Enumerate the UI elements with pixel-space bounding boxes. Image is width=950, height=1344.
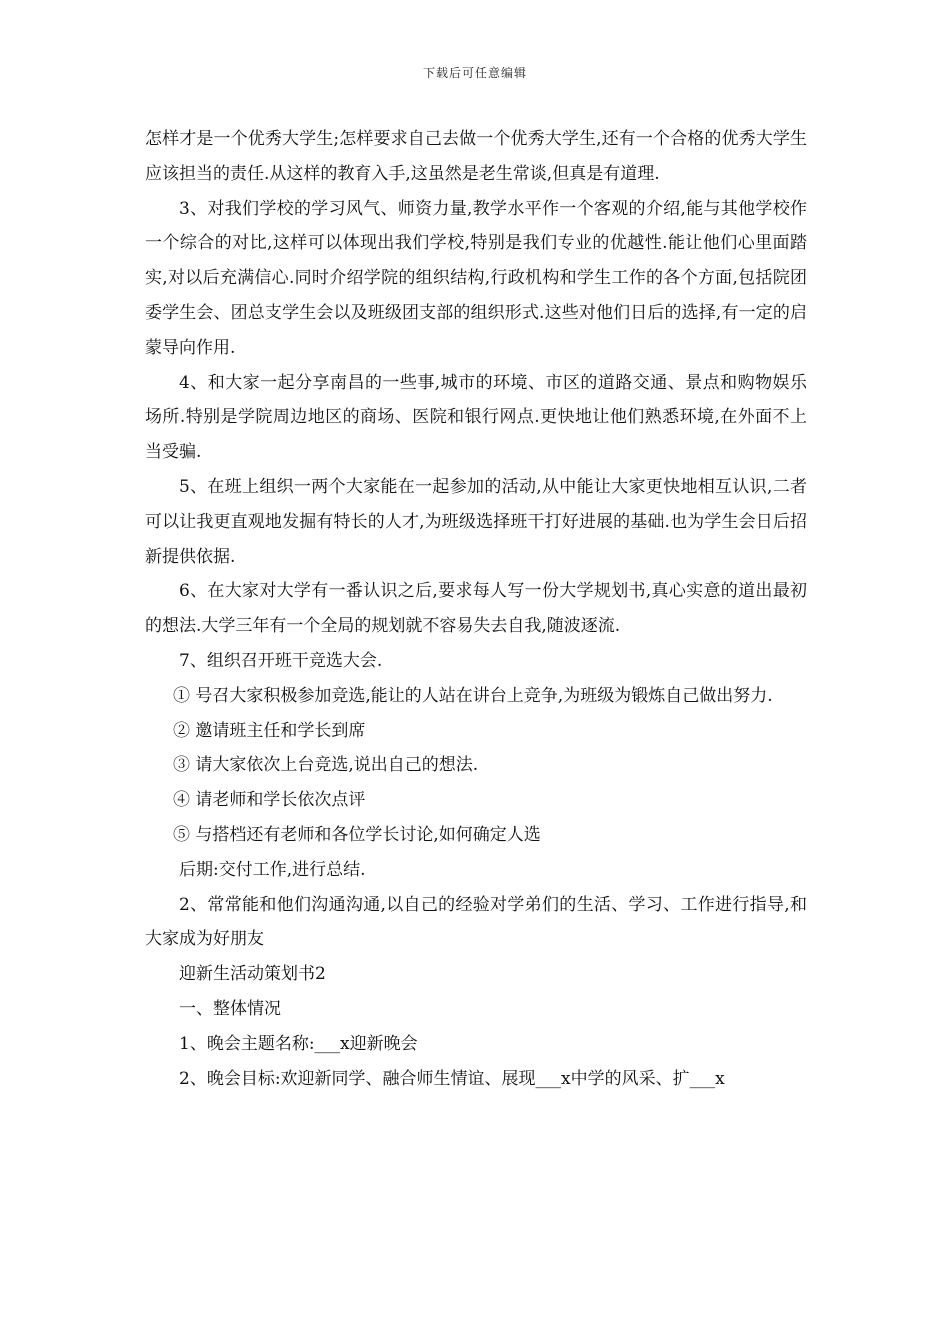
paragraph-item-6: 6、在大家对大学有一番认识之后,要求每人写一份大学规划书,真心实意的道出最初的想法.大学三年有一个全局的规划就不容易失去自我,随波逐流. <box>145 581 807 637</box>
sub-item-1: ① 号召大家积极参加竞选,能让的人站在讲台上竞争,为班级为锻炼自己做出努力. <box>173 685 773 706</box>
sub-item-2: ② 邀请班主任和学长到席 <box>173 720 366 741</box>
paragraph-item-7: 7、组织召开班干竞选大会. <box>179 650 383 671</box>
paragraph-item-4: 4、和大家一起分享南昌的一些事,城市的环境、市区的道路交通、景点和购物娱乐场所.特别是学院周边地区的商场、医院和银行网点.更快地让他们熟悉环境,在外面不上当受骗. <box>145 372 807 463</box>
paragraph-item-2-communicate: 2、常常能和他们沟通沟通,以自己的经验对学弟们的生活、学习、工作进行指导,和大家成为好朋友 <box>145 894 807 950</box>
paragraph-1: 怎样才是一个优秀大学生;怎样要求自己去做一个优秀大学生,还有一个合格的优秀大学生应该担当的责任.从这样的教育入手,这虽然是老生常谈,但真是有道理. <box>145 129 807 184</box>
gala-goal: 2、晚会目标:欢迎新同学、融合师生情谊、展现___x中学的风采、扩___x <box>179 1068 725 1089</box>
section-title: 迎新生活动策划书2 <box>179 964 326 985</box>
sub-item-4: ④ 请老师和学长依次点评 <box>173 790 366 811</box>
paragraph-item-3: 3、对我们学校的学习风气、师资力量,教学水平作一个客观的介绍,能与其他学校作一个综合的对比,这样可以体现出我们学校,特别是我们专业的优越性.能让他们心里面踏实,对以后充满信心.同时介绍学院的组织结构,行政机构和学生工作的各个方面,包括院团委学生会、团总支学生会以及班级团支部的组织形式.这些对他们日后的选择,有一定的启蒙导向作用. <box>145 198 807 358</box>
document-body <box>145 122 807 1096</box>
sub-item-3: ③ 请大家依次上台竞选,说出自己的想法. <box>173 755 479 776</box>
paragraph-item-5: 5、在班上组织一两个大家能在一起参加的活动,从中能让大家更快地相互认识,二者可以让我更直观地发掘有特长的人才,为班级选择班干打好进展的基础.也为学生会日后招新提供依据. <box>145 476 807 567</box>
page-header: 下载后可任意编辑 <box>422 66 527 80</box>
paragraph-later-stage: 后期:交付工作,进行总结. <box>179 859 366 880</box>
sub-item-5: ⑤ 与搭档还有老师和各位学长讨论,如何确定人选 <box>173 824 541 845</box>
section-heading-overview: 一、整体情况 <box>179 998 281 1019</box>
gala-theme-name: 1、晚会主题名称:___x迎新晚会 <box>179 1033 418 1054</box>
